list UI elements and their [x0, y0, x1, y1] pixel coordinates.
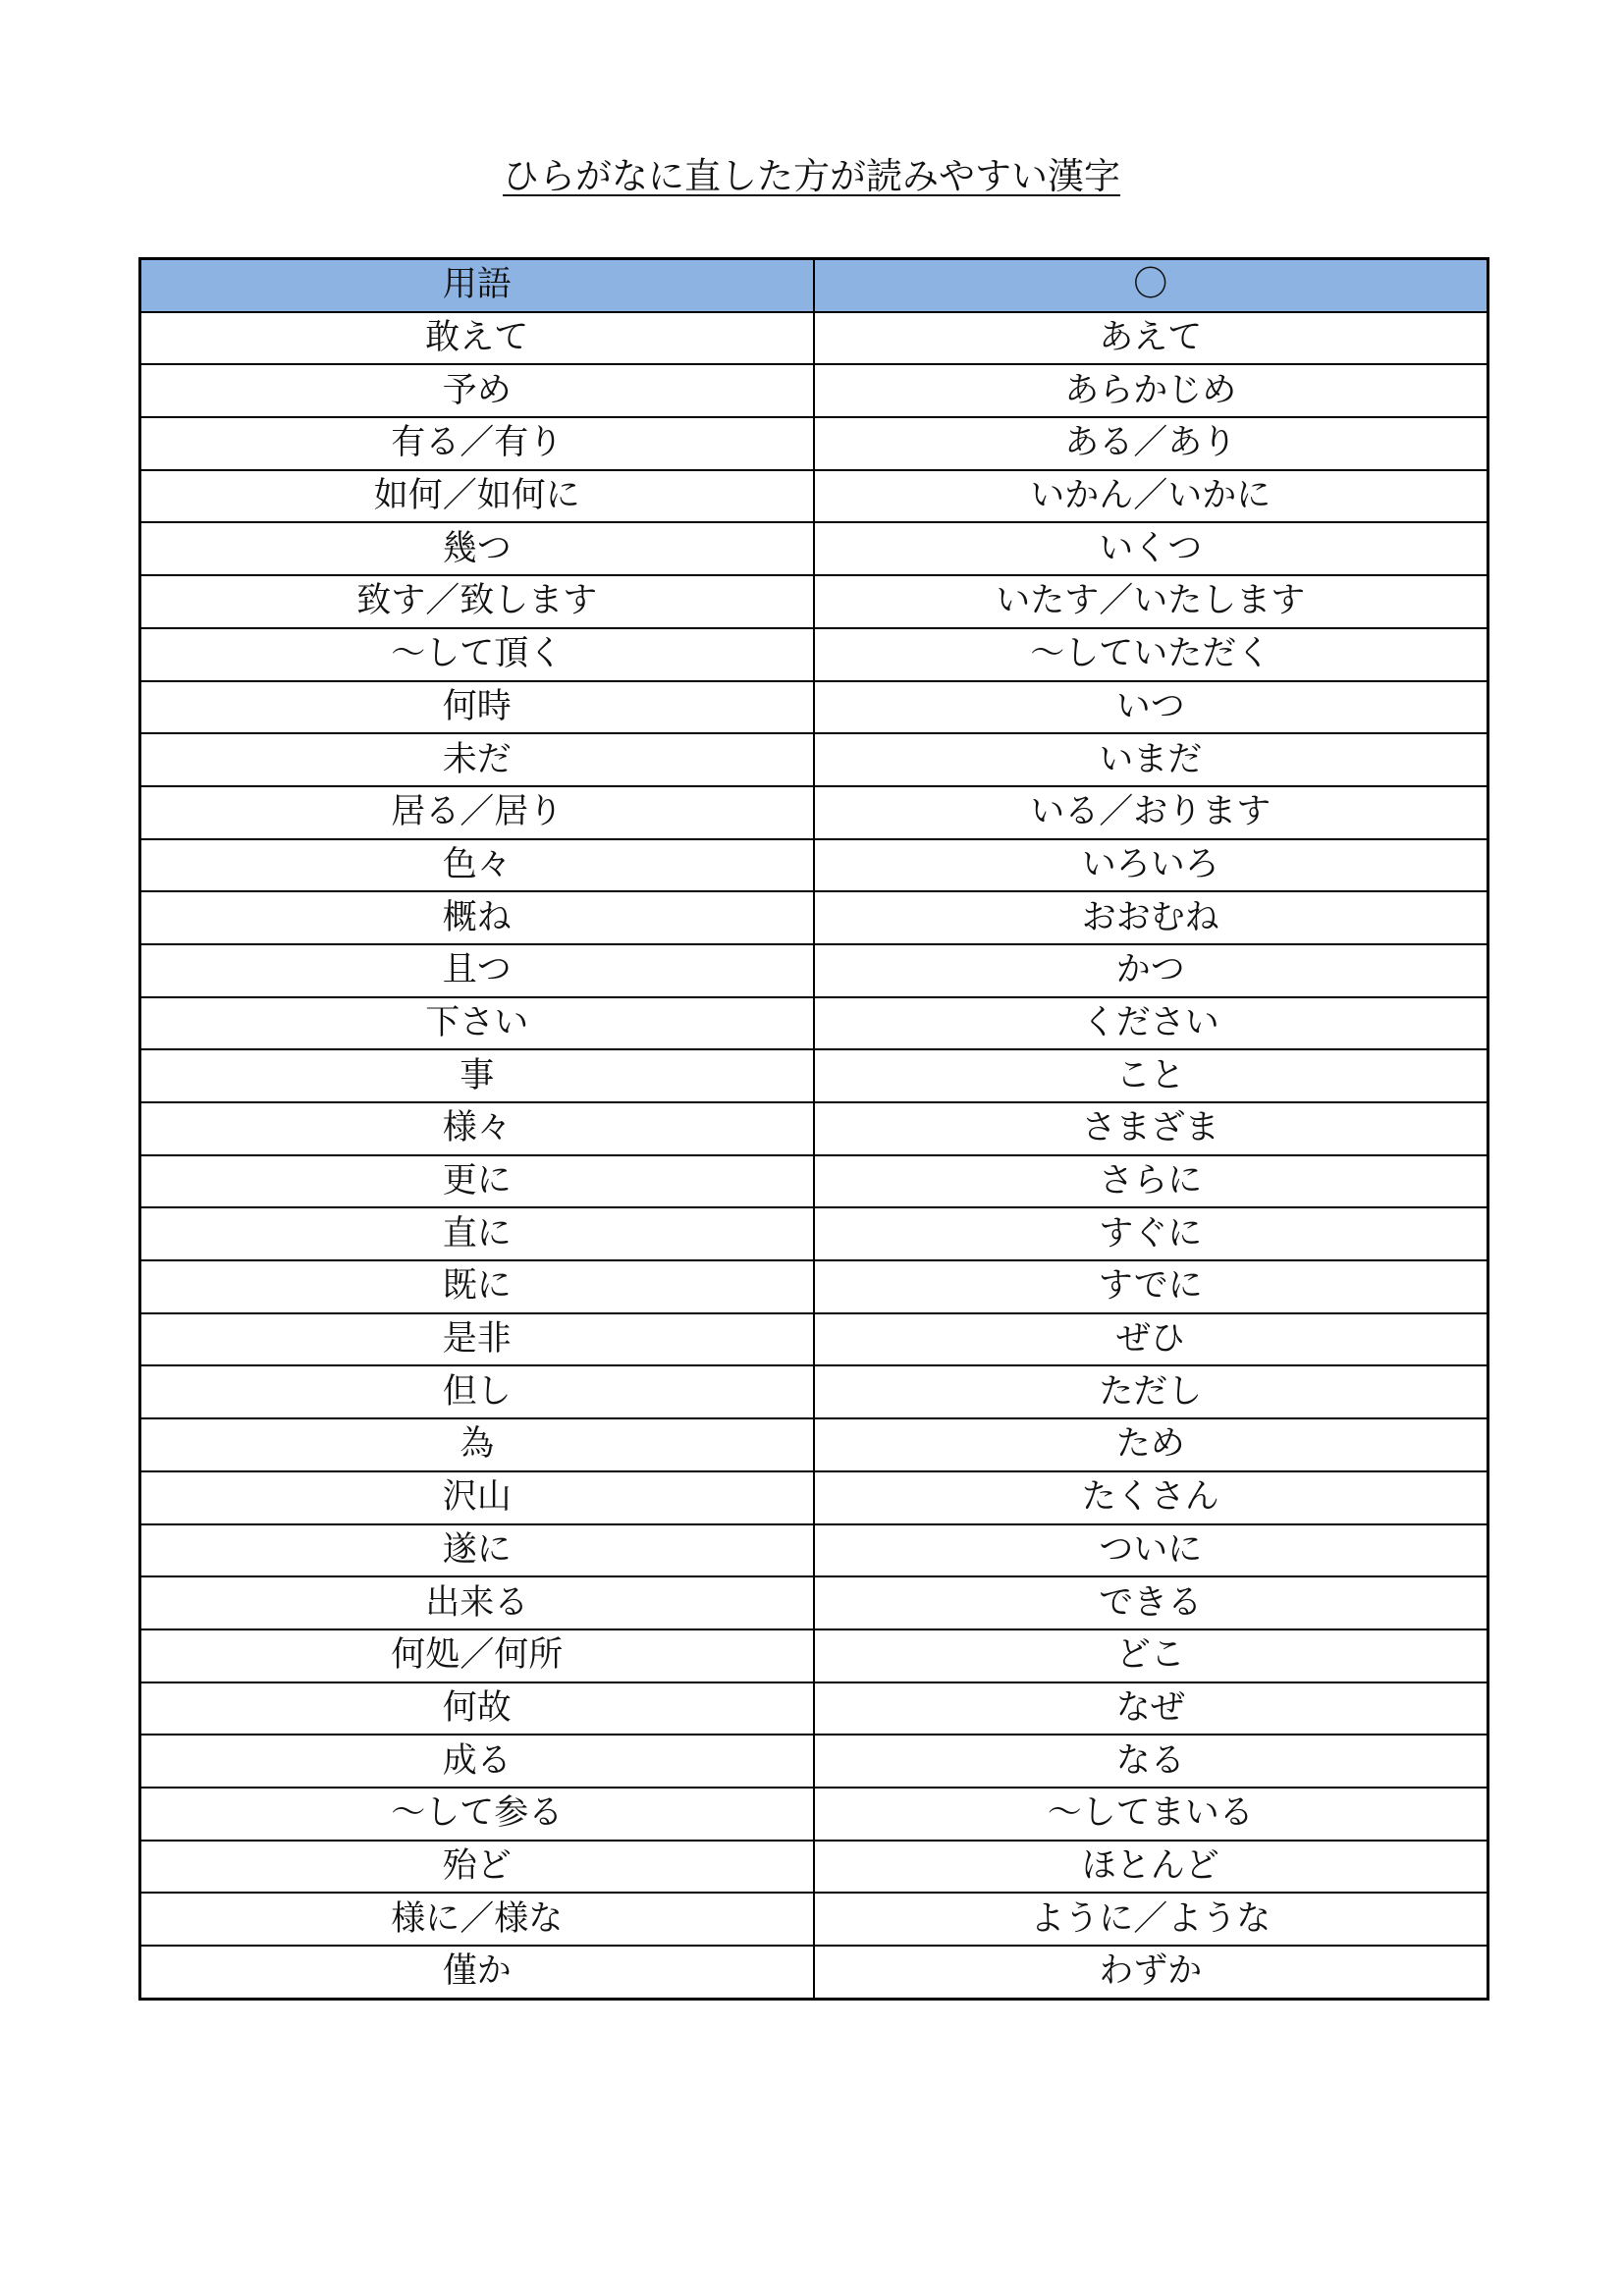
term-cell: 僅か	[140, 1946, 814, 1999]
table-row	[140, 1841, 1488, 1894]
table-row	[140, 1471, 1488, 1524]
term-cell: 成る	[140, 1735, 814, 1788]
hiragana-cell: こと	[814, 1049, 1488, 1102]
term-cell: 如何／如何に	[140, 470, 814, 523]
term-cell: 致す／致します	[140, 575, 814, 628]
table-row	[140, 891, 1488, 944]
table-row	[140, 1049, 1488, 1102]
table-row	[140, 417, 1488, 470]
hiragana-cell: さまざま	[814, 1102, 1488, 1155]
term-cell: 且つ	[140, 944, 814, 997]
hiragana-cell: いくつ	[814, 522, 1488, 575]
term-cell: 出来る	[140, 1576, 814, 1629]
table-row	[140, 1682, 1488, 1735]
hiragana-cell: おおむね	[814, 891, 1488, 944]
table-row	[140, 733, 1488, 786]
term-cell: 居る／居り	[140, 786, 814, 839]
table-row	[140, 1524, 1488, 1577]
table-row	[140, 628, 1488, 681]
term-cell: 概ね	[140, 891, 814, 944]
hiragana-cell: いかん／いかに	[814, 470, 1488, 523]
term-cell: 直に	[140, 1207, 814, 1260]
table-row	[140, 312, 1488, 365]
term-cell: 何処／何所	[140, 1629, 814, 1682]
term-cell: 様々	[140, 1102, 814, 1155]
table-row	[140, 1102, 1488, 1155]
hiragana-cell: ため	[814, 1418, 1488, 1471]
term-cell: 何時	[140, 681, 814, 734]
table-row	[140, 944, 1488, 997]
term-cell: 色々	[140, 839, 814, 892]
word-table	[138, 257, 1489, 2001]
term-cell: 既に	[140, 1260, 814, 1313]
hiragana-cell: あえて	[814, 312, 1488, 365]
table-row	[140, 997, 1488, 1050]
term-cell: ～して頂く	[140, 628, 814, 681]
term-cell: 但し	[140, 1365, 814, 1418]
term-cell: 是非	[140, 1313, 814, 1366]
term-cell: 事	[140, 1049, 814, 1102]
table-row	[140, 1893, 1488, 1946]
hiragana-cell: ように／ような	[814, 1893, 1488, 1946]
term-cell: 幾つ	[140, 522, 814, 575]
hiragana-cell: ください	[814, 997, 1488, 1050]
table-row	[140, 1260, 1488, 1313]
hiragana-cell: ついに	[814, 1524, 1488, 1577]
table-row	[140, 1207, 1488, 1260]
table-row	[140, 1418, 1488, 1471]
hiragana-cell: すでに	[814, 1260, 1488, 1313]
table-row	[140, 1629, 1488, 1682]
hiragana-cell: できる	[814, 1576, 1488, 1629]
hiragana-cell: どこ	[814, 1629, 1488, 1682]
term-cell: 様に／様な	[140, 1893, 814, 1946]
table-row	[140, 1576, 1488, 1629]
hiragana-cell: ほとんど	[814, 1841, 1488, 1894]
hiragana-cell: ～してまいる	[814, 1788, 1488, 1841]
table-row	[140, 364, 1488, 417]
table-row	[140, 1365, 1488, 1418]
term-cell: 何故	[140, 1682, 814, 1735]
term-cell: 下さい	[140, 997, 814, 1050]
hiragana-cell: たくさん	[814, 1471, 1488, 1524]
table-body	[140, 312, 1488, 2000]
page-title-text: ひらがなに直した方が読みやすい漢字	[503, 155, 1120, 197]
hiragana-cell: あらかじめ	[814, 364, 1488, 417]
header-term: 用語	[140, 259, 814, 312]
hiragana-cell: いまだ	[814, 733, 1488, 786]
hiragana-cell: いつ	[814, 681, 1488, 734]
hiragana-cell: なぜ	[814, 1682, 1488, 1735]
header-hiragana: 〇	[814, 259, 1488, 312]
term-cell: 未だ	[140, 733, 814, 786]
hiragana-cell: ただし	[814, 1365, 1488, 1418]
hiragana-cell: ～していただく	[814, 628, 1488, 681]
hiragana-cell: ぜひ	[814, 1313, 1488, 1366]
table-row	[140, 1313, 1488, 1366]
hiragana-cell: いたす／いたします	[814, 575, 1488, 628]
term-cell: 敢えて	[140, 312, 814, 365]
hiragana-cell: いる／おります	[814, 786, 1488, 839]
table-row	[140, 786, 1488, 839]
hiragana-cell: ある／あり	[814, 417, 1488, 470]
table-row	[140, 839, 1488, 892]
table-row	[140, 522, 1488, 575]
table-row	[140, 1946, 1488, 1999]
table-row	[140, 575, 1488, 628]
hiragana-cell: かつ	[814, 944, 1488, 997]
term-cell: 沢山	[140, 1471, 814, 1524]
hiragana-cell: わずか	[814, 1946, 1488, 1999]
table-row	[140, 470, 1488, 523]
term-cell: 為	[140, 1418, 814, 1471]
term-cell: 遂に	[140, 1524, 814, 1577]
table-row	[140, 681, 1488, 734]
table-row	[140, 1788, 1488, 1841]
page-title	[0, 149, 1623, 204]
hiragana-cell: いろいろ	[814, 839, 1488, 892]
table-header-row	[140, 259, 1488, 312]
hiragana-cell: さらに	[814, 1155, 1488, 1208]
term-cell: ～して参る	[140, 1788, 814, 1841]
term-cell: 更に	[140, 1155, 814, 1208]
term-cell: 予め	[140, 364, 814, 417]
hiragana-cell: すぐに	[814, 1207, 1488, 1260]
hiragana-cell: なる	[814, 1735, 1488, 1788]
table-row	[140, 1155, 1488, 1208]
term-cell: 有る／有り	[140, 417, 814, 470]
term-cell: 殆ど	[140, 1841, 814, 1894]
table-row	[140, 1735, 1488, 1788]
